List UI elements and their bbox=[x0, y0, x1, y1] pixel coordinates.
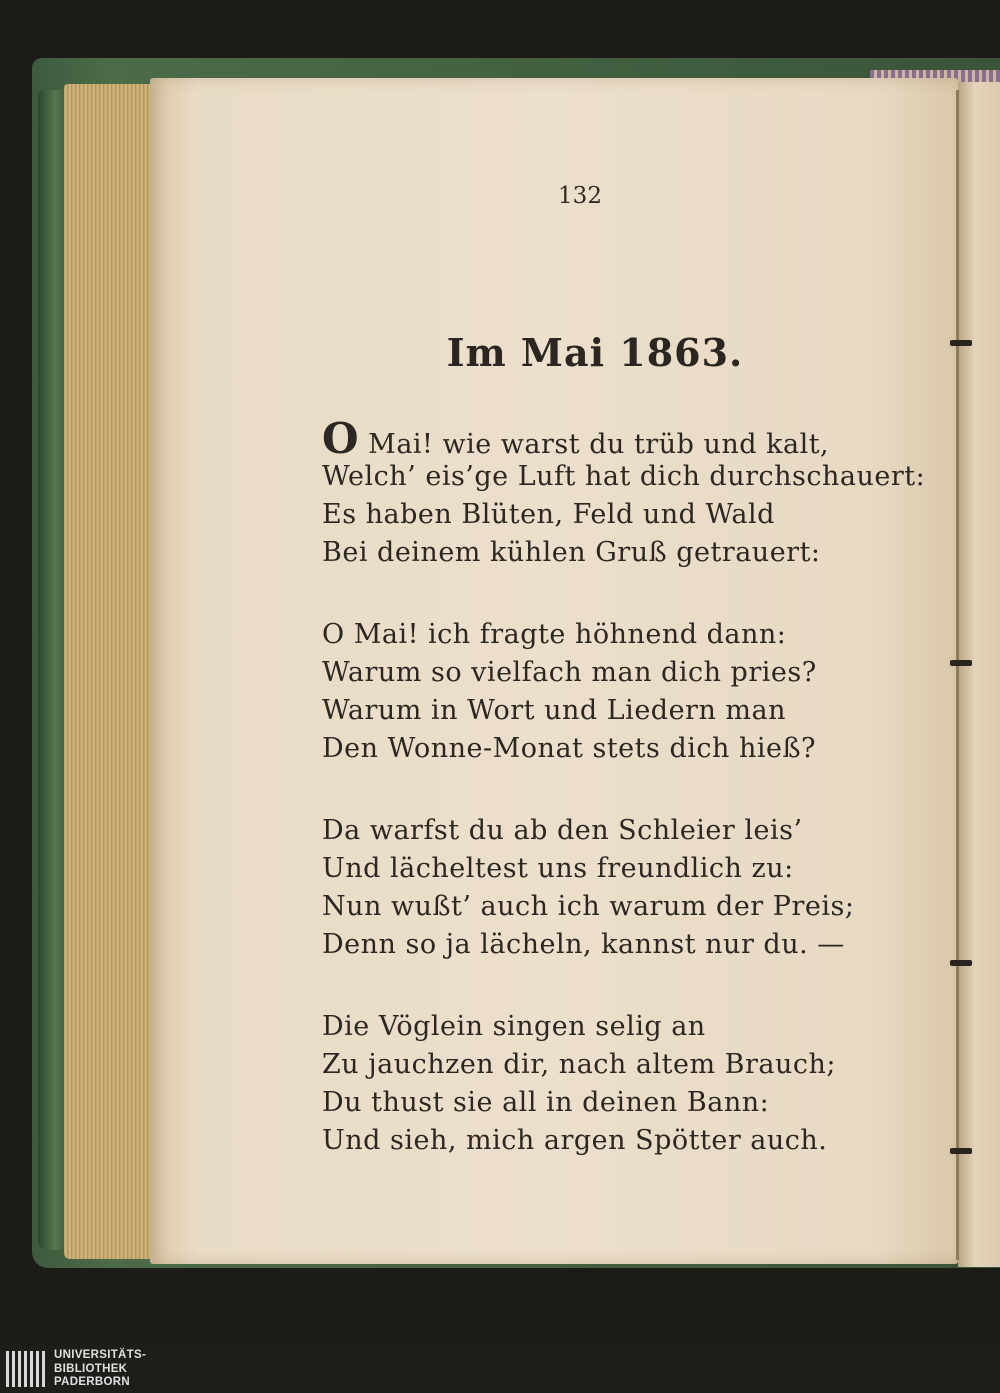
page-number: 132 bbox=[558, 183, 602, 209]
poem-title: Im Mai 1863. bbox=[446, 330, 744, 375]
poem-body bbox=[322, 414, 926, 1204]
cover-edge bbox=[38, 90, 66, 1250]
poem-line: Den Wonne-Monat stets dich hieß? bbox=[322, 733, 816, 764]
poem-line-text: Mai! wie warst du trüb und kalt, bbox=[359, 429, 830, 460]
binding-stitch bbox=[950, 1148, 972, 1154]
stanza-2 bbox=[322, 616, 842, 768]
binding-stitch bbox=[950, 340, 972, 346]
binding-stitch bbox=[950, 660, 972, 666]
poem-line: Warum so vielfach man dich pries? bbox=[322, 657, 817, 688]
logo-line: UNIVERSITÄTS- bbox=[54, 1349, 147, 1361]
logo-line: PADERBORN bbox=[54, 1376, 130, 1388]
library-logo-icon bbox=[4, 1351, 48, 1387]
poem-line: Bei deinem kühlen Gruß getrauert: bbox=[322, 537, 821, 568]
logo-line: BIBLIOTHEK bbox=[54, 1362, 128, 1375]
poem-line: Zu jauchzen dir, nach altem Brauch; bbox=[322, 1049, 836, 1080]
poem-line: Es haben Blüten, Feld und Wald bbox=[322, 499, 775, 530]
binding-stitch bbox=[950, 960, 972, 966]
poem-line: Denn so ja lächeln, kannst nur du. — bbox=[322, 929, 845, 960]
poem-line: O Mai! ich fragte höhnend dann: bbox=[322, 619, 787, 650]
poem-line: Und sieh, mich argen Spötter auch. bbox=[322, 1125, 828, 1156]
right-page-edge bbox=[958, 82, 1000, 1267]
library-logo-text bbox=[54, 1349, 146, 1390]
stanza-4 bbox=[322, 1008, 842, 1160]
stanza-1 bbox=[322, 414, 926, 572]
stanza-3 bbox=[322, 812, 855, 964]
poem-line: Welch’ eis’ge Luft hat dich durchschauert: bbox=[322, 461, 926, 492]
poem-line: Die Vöglein singen selig an bbox=[322, 1011, 706, 1042]
drop-cap: O bbox=[322, 414, 360, 463]
poem-line: Da warfst du ab den Schleier leis’ bbox=[322, 815, 803, 846]
gutter bbox=[956, 90, 959, 1260]
library-footer bbox=[0, 1345, 1000, 1393]
poem-line: Und lächeltest uns freundlich zu: bbox=[322, 853, 794, 884]
poem-line: Nun wußt’ auch ich warum der Preis; bbox=[322, 891, 855, 922]
poem-line: Warum in Wort und Liedern man bbox=[322, 695, 787, 726]
poem-line bbox=[322, 414, 842, 463]
poem-line: Du thust sie all in deinen Bann: bbox=[322, 1087, 770, 1118]
